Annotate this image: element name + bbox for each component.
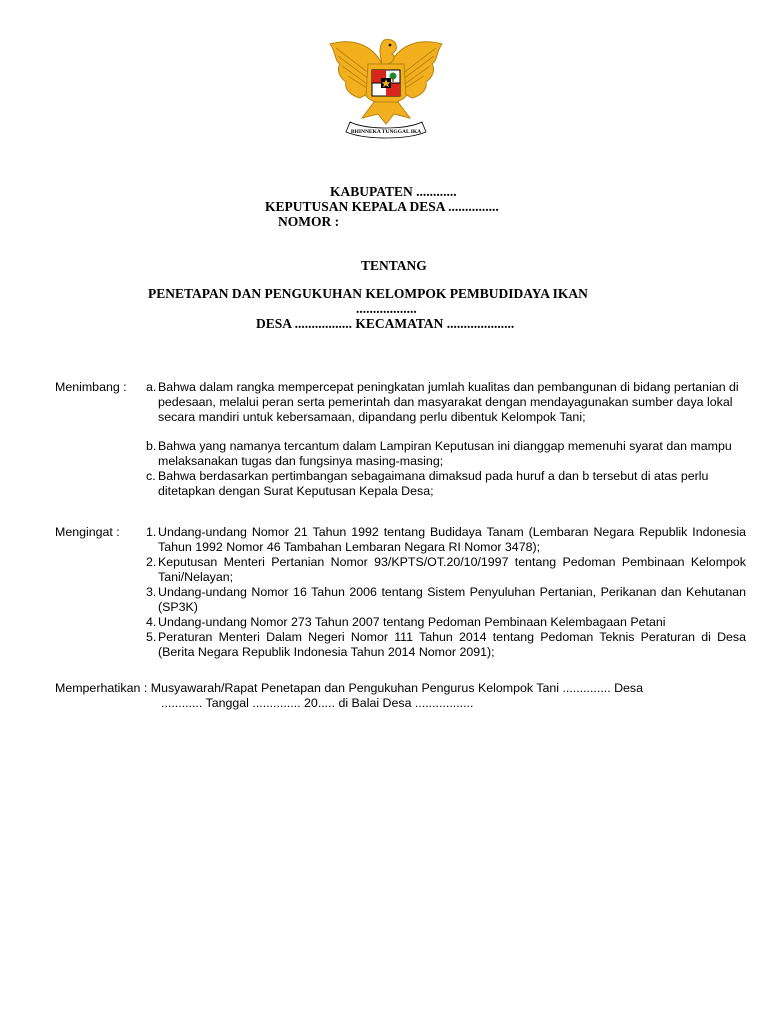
list-item-text: Keputusan Menteri Pertanian Nomor 93/KPTS/OT.20/10/1997 tentang Pedoman Pembinaan Kelompok Tani/Nelayan;	[158, 555, 746, 584]
list-item-text: Undang-undang Nomor 273 Tahun 2007 tentang Pedoman Pembinaan Kelembagaan Petani	[158, 615, 666, 629]
list-marker: b.	[146, 439, 157, 453]
title-line-2: ..................	[356, 301, 417, 316]
emblem-motto: BHINNEKA TUNGGAL IKA	[350, 129, 422, 135]
list-marker: 2.	[146, 555, 157, 569]
menimbang-item-c	[146, 469, 746, 499]
memperhatikan-section	[55, 681, 755, 711]
list-item-text: Undang-undang Nomor 16 Tahun 2006 tentang Sistem Penyuluhan Pertanian, Perikanan dan Kehutanan (SP3K)	[158, 585, 746, 614]
tentang-heading: TENTANG	[361, 258, 427, 273]
mengingat-item-5	[146, 630, 746, 660]
mengingat-item-4	[146, 615, 746, 630]
mengingat-item-1	[146, 525, 746, 555]
title-line-3: DESA ................. KECAMATAN ....................	[256, 316, 515, 331]
list-marker: 3.	[146, 585, 157, 599]
garuda-emblem-icon	[322, 34, 450, 142]
memperhatikan-label: Memperhatikan :	[55, 681, 148, 695]
list-marker: c.	[146, 469, 156, 483]
keputusan-heading: KEPUTUSAN KEPALA DESA ...............	[265, 199, 499, 214]
memperhatikan-line-2: ............ Tanggal .............. 20..... di Balai Desa .................	[161, 695, 474, 710]
list-marker: 1.	[146, 525, 157, 539]
list-marker: a.	[146, 380, 157, 394]
list-item-text: Peraturan Menteri Dalam Negeri Nomor 111 Tahun 2014 tentang Pedoman Teknis Peraturan di Desa (Berita Negara Republik Indonesia Tahun 2014 Nomor 2091);	[158, 630, 746, 659]
list-item-text: Bahwa dalam rangka mempercepat peningkatan jumlah kualitas dan pembangunan di bidang pertanian di pedesaan, melalui peran serta pemerintah dan masyarakat dengan mendayagunakan sumber daya lokal secara mandiri untuk kebersamaan, dipandang perlu dibentuk Kelompok Tani;	[158, 380, 739, 424]
mengingat-item-3	[146, 585, 746, 615]
list-marker: 4.	[146, 615, 157, 629]
nomor-heading: NOMOR :	[278, 214, 340, 229]
list-marker: 5.	[146, 630, 157, 644]
menimbang-item-a	[146, 380, 746, 424]
mengingat-item-2	[146, 555, 746, 585]
memperhatikan-line-1: Musyawarah/Rapat Penetapan dan Pengukuhan Pengurus Kelompok Tani .............. Desa	[150, 681, 644, 695]
title-line-1: PENETAPAN DAN PENGUKUHAN KELOMPOK PEMBUDIDAYA IKAN	[148, 286, 588, 301]
kabupaten-heading: KABUPATEN ............	[330, 184, 457, 199]
menimbang-label: Menimbang :	[55, 380, 127, 394]
list-item-text: Bahwa yang namanya tercantum dalam Lampiran Keputusan ini dianggap memenuhi syarat dan mampu melaksanakan tugas dan fungsinya masing-masing;	[158, 439, 732, 468]
list-item-text: Bahwa berdasarkan pertimbangan sebagaimana dimaksud pada huruf a dan b tersebut di atas perlu ditetapkan dengan Surat Keputusan Kepala Desa;	[158, 469, 709, 498]
mengingat-label: Mengingat :	[55, 525, 120, 539]
list-item-text: Undang-undang Nomor 21 Tahun 1992 tentang Budidaya Tanam (Lembaran Negara Republik Indonesia Tahun 1992 Nomor 46 Tambahan Lembaran Negara RI Nomor 3478);	[158, 525, 746, 554]
menimbang-item-b	[146, 439, 746, 469]
